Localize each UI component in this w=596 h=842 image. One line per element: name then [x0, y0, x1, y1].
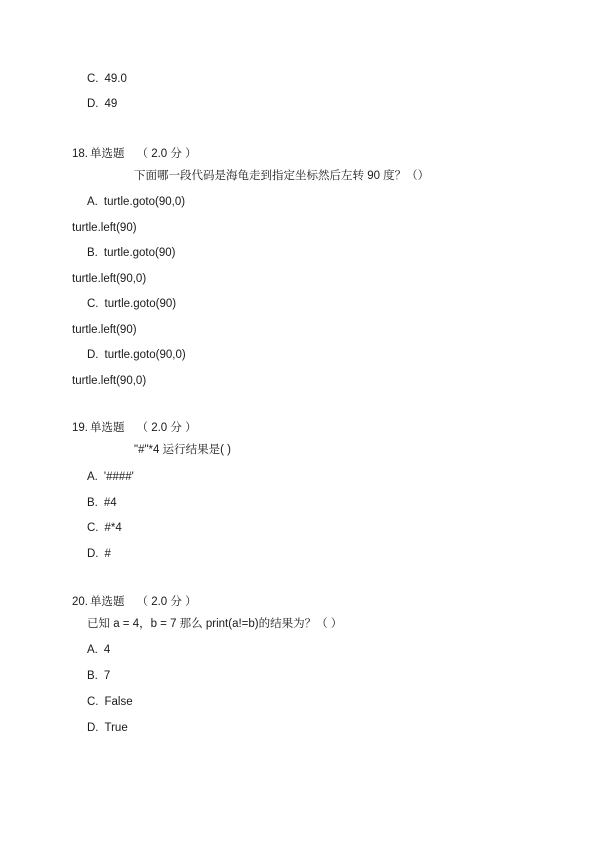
option-letter: C.: [87, 696, 99, 708]
option-d[interactable]: [87, 547, 111, 561]
option-text: 49.0: [104, 73, 127, 85]
option-continuation: turtle.left(90,0): [72, 273, 147, 285]
option-text: 7: [103, 670, 111, 682]
option-text: turtle.goto(90,0): [104, 349, 186, 361]
option-d[interactable]: [87, 97, 117, 111]
question-header: [72, 421, 197, 435]
question-score: （ 2.0 分 ）: [136, 148, 197, 160]
option-text: False: [104, 696, 133, 708]
option-letter: D.: [87, 349, 99, 361]
option-a[interactable]: [87, 195, 185, 209]
option-text: #4: [103, 497, 117, 509]
option-text: turtle.goto(90,0): [103, 196, 186, 208]
option-letter: C.: [87, 522, 99, 534]
option-text: 49: [104, 98, 118, 110]
option-text: #*4: [104, 522, 122, 534]
option-letter: A.: [87, 471, 98, 483]
option-text: 4: [103, 644, 111, 656]
option-letter: B.: [87, 497, 98, 509]
option-letter: A.: [87, 196, 98, 208]
option-a[interactable]: [87, 470, 134, 484]
question-number: 20.: [72, 596, 88, 608]
question-score: （ 2.0 分 ）: [136, 596, 197, 608]
question-stem: "#"*4 运行结果是( ): [134, 444, 231, 456]
option-d[interactable]: [87, 348, 186, 362]
option-c[interactable]: [87, 72, 127, 86]
option-letter: A.: [87, 644, 98, 656]
option-text: True: [104, 722, 128, 734]
option-c[interactable]: [87, 521, 122, 535]
option-letter: D.: [87, 548, 99, 560]
question-stem: 下面哪一段代码是海龟走到指定坐标然后左转 90 度？（）: [134, 170, 430, 182]
option-letter: B.: [87, 247, 98, 259]
option-text: '####': [103, 471, 134, 483]
question-stem: 已知 a = 4，b = 7 那么 print(a!=b)的结果为？（ ）: [87, 618, 343, 630]
option-c[interactable]: [87, 695, 133, 709]
option-letter: B.: [87, 670, 98, 682]
option-b[interactable]: [87, 669, 110, 683]
option-continuation: turtle.left(90,0): [72, 375, 147, 387]
option-c[interactable]: [87, 297, 176, 311]
option-letter: D.: [87, 722, 99, 734]
option-letter: C.: [87, 73, 99, 85]
question-header: [72, 595, 197, 609]
option-text: turtle.goto(90): [103, 247, 176, 259]
option-letter: D.: [87, 98, 99, 110]
question-header: [72, 147, 197, 161]
option-a[interactable]: [87, 643, 110, 657]
option-continuation: turtle.left(90): [72, 222, 137, 234]
question-number: 19.: [72, 422, 88, 434]
option-b[interactable]: [87, 246, 175, 260]
option-text: #: [104, 548, 111, 560]
question-score: （ 2.0 分 ）: [136, 422, 197, 434]
option-continuation: turtle.left(90): [72, 324, 137, 336]
option-text: turtle.goto(90): [104, 298, 177, 310]
option-d[interactable]: [87, 721, 128, 735]
option-b[interactable]: [87, 496, 117, 510]
question-number: 18.: [72, 148, 88, 160]
option-letter: C.: [87, 298, 99, 310]
question-type: 单选题: [90, 148, 125, 160]
question-type: 单选题: [90, 596, 125, 608]
question-type: 单选题: [90, 422, 125, 434]
